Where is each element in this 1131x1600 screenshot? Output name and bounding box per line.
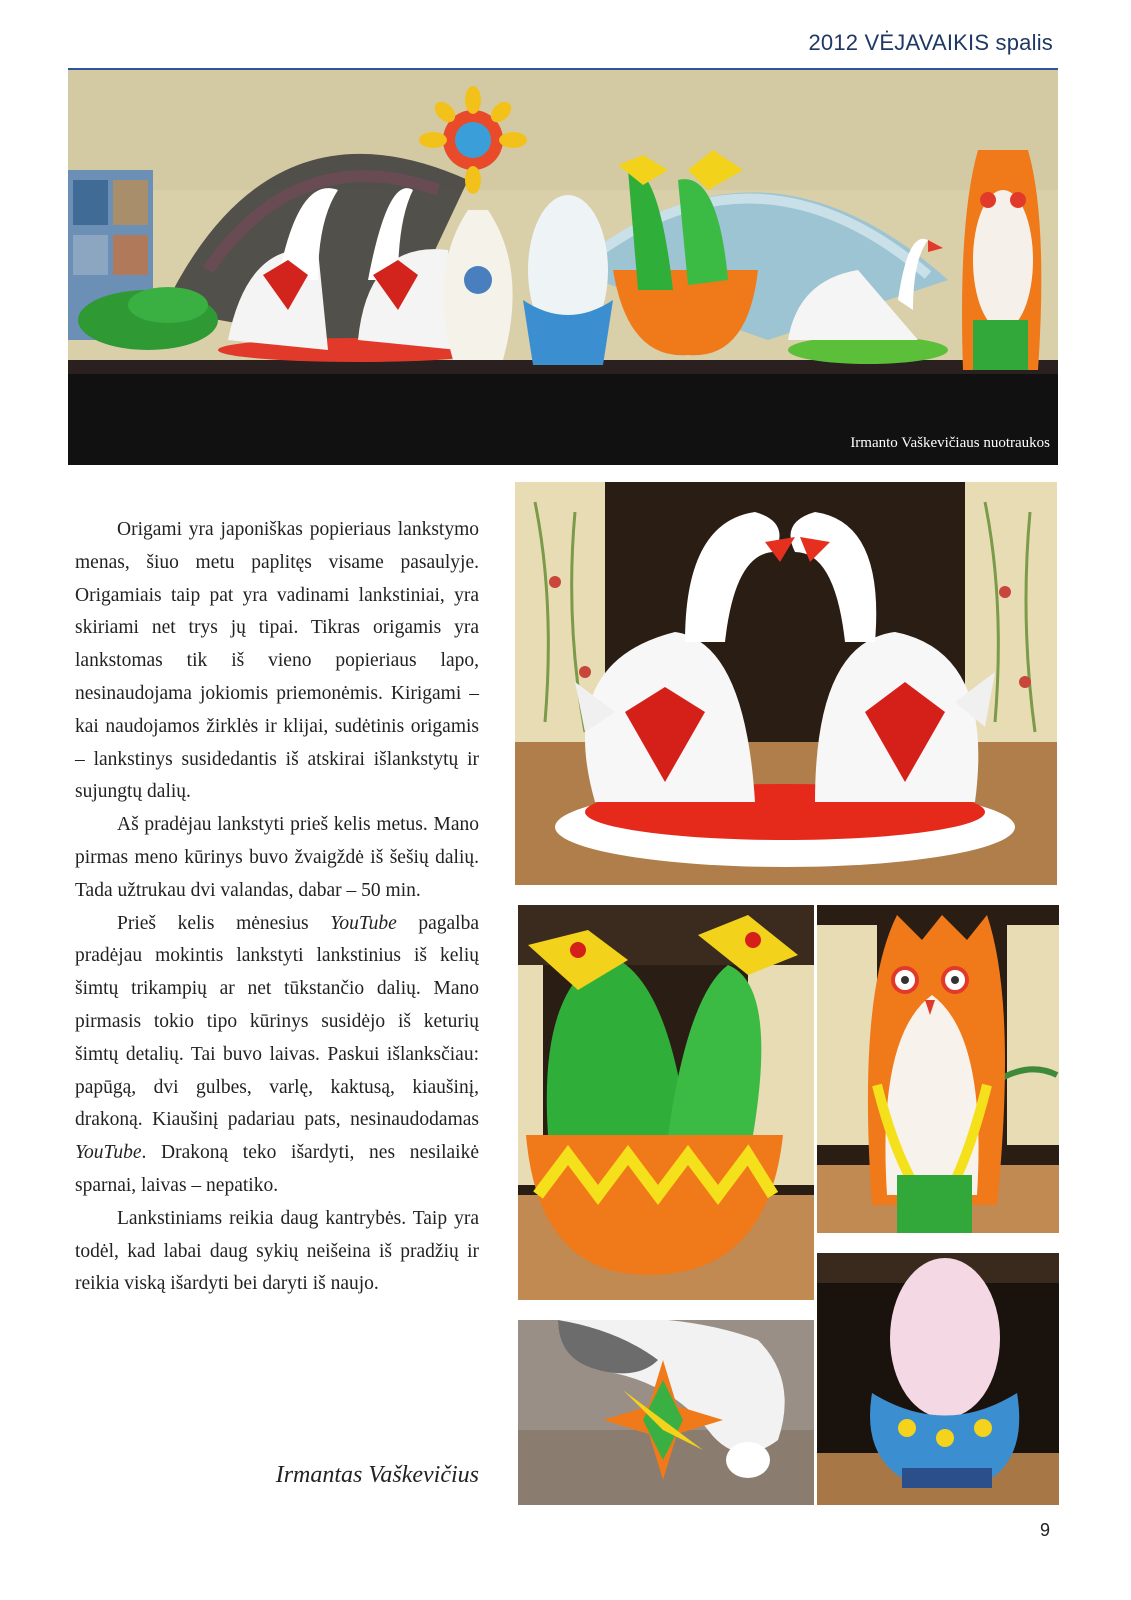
text-span: Prieš kelis mėnesius <box>117 912 331 934</box>
swans-photo <box>515 482 1057 885</box>
paragraph-beginnings: Aš pradėjau lankstyti prieš kelis metus. Mano pirmas meno kūrinys buvo žvaigždė iš šešių dalių. Tada užtrukau dvi valandas, dabar – 50 min. <box>75 814 479 901</box>
egg-photo <box>817 1253 1059 1505</box>
article-body <box>75 514 479 1301</box>
text-span: pagalba pradėjau mokintis lankstyti lankstinius iš kelių šimtų trikampių ar net tūkstančio dalių. Mano pirmasis tokio tipo kūrinys susidėjo iš keturių šimtų detalių. Tai buvo laivas. Paskui išlanksčiau: papūgą, dvi gulbes, varlę, kaktusą, kiaušinį, drakoną. Kiaušinį padariau pats, nesinaudodamas <box>75 912 479 1131</box>
running-header: 2012 VĖJAVAIKIS spalis <box>808 30 1053 55</box>
youtube-term: YouTube <box>330 912 397 934</box>
owl-photo <box>817 905 1059 1233</box>
youtube-term: YouTube <box>75 1142 142 1164</box>
text-span: . Drakoną teko išardyti, nes nesilaikė sparnai, laivas – nepatiko. <box>75 1142 479 1196</box>
cactus-photo <box>518 905 814 1300</box>
kitten-photo <box>518 1320 814 1505</box>
photo-credit: Irmanto Vaškevičiaus nuotraukos <box>850 435 1050 451</box>
author-signature: Irmantas Vaškevičius <box>275 1462 479 1488</box>
paragraph-youtube <box>75 908 479 1203</box>
page-number: 9 <box>1040 1520 1051 1540</box>
paragraph-intro: Origami yra japoniškas popieriaus lankstymo menas, šiuo metu paplitęs visame pasaulyje. Origamiais taip pat yra vadinami lankstiniai, yra skiriami net trys jų tipai. Tikras origamis yra lankstomas tik iš vieno popieriaus lapo, nesinaudojama jokiomis priemonėmis. Kirigami – kai naudojamos žirklės ir klijai, sudėtinis origamis – lankstinys susidedantis iš atskirai išlankstytų ir sujungtų dalių. <box>75 519 479 803</box>
shelf-photo <box>68 70 1058 465</box>
paragraph-patience: Lankstiniams reikia daug kantrybės. Taip yra todėl, kad labai daug sykių neišeina iš pradžių ir reikia viską išardyti bei daryti iš naujo. <box>75 1207 479 1295</box>
